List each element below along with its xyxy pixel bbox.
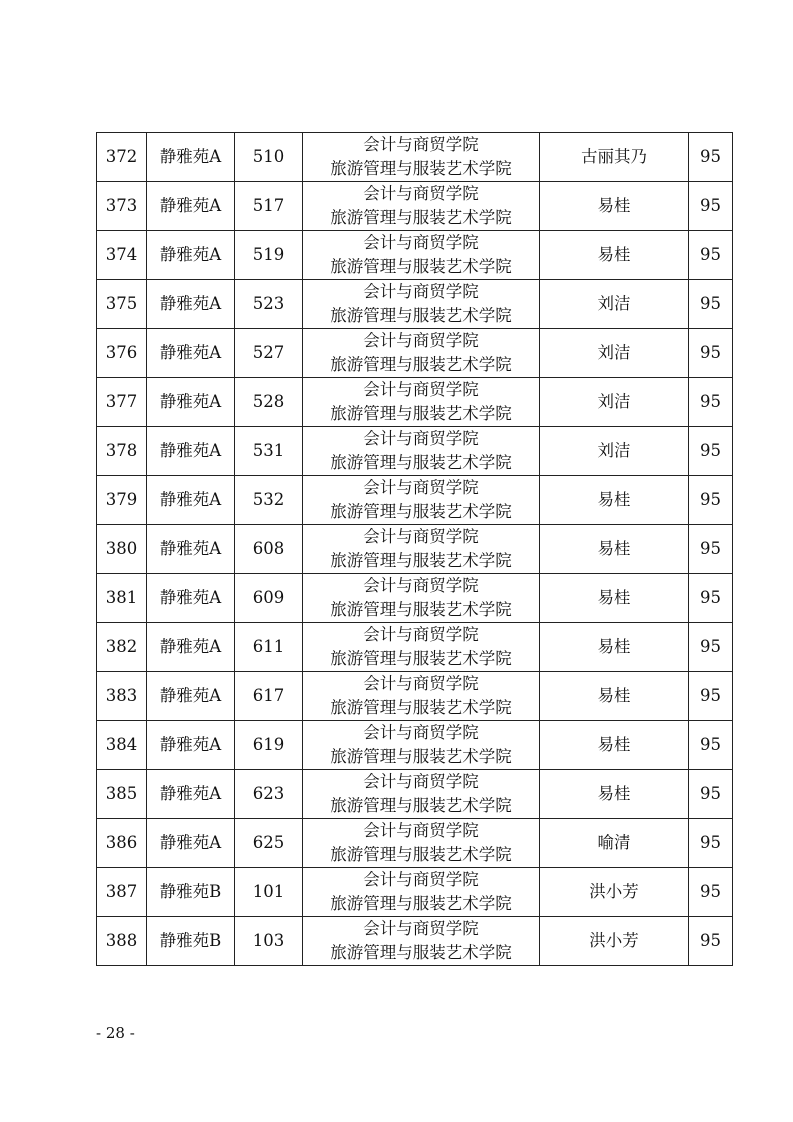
- college-line-2: 旅游管理与服装艺术学院: [330, 698, 512, 717]
- row-number: 385: [97, 770, 147, 819]
- score-value: 95: [689, 378, 733, 427]
- room-number: 517: [235, 182, 303, 231]
- row-number: 383: [97, 672, 147, 721]
- college-cell: [303, 133, 540, 182]
- college-cell: [303, 525, 540, 574]
- college-line-2: 旅游管理与服装艺术学院: [330, 453, 512, 472]
- college-line-2: 旅游管理与服装艺术学院: [330, 747, 512, 766]
- college-line-1: 会计与商贸学院: [363, 233, 479, 252]
- table-row: [97, 378, 733, 427]
- room-number: 528: [235, 378, 303, 427]
- inspector-name: 易桂: [540, 623, 689, 672]
- room-number: 527: [235, 329, 303, 378]
- college-line-2: 旅游管理与服装艺术学院: [330, 257, 512, 276]
- row-number: 372: [97, 133, 147, 182]
- score-value: 95: [689, 329, 733, 378]
- row-number: 386: [97, 819, 147, 868]
- college-line-2: 旅游管理与服装艺术学院: [330, 796, 512, 815]
- college-line-1: 会计与商贸学院: [363, 674, 479, 693]
- building-name: 静雅苑A: [147, 476, 235, 525]
- score-value: 95: [689, 770, 733, 819]
- college-cell: [303, 721, 540, 770]
- building-name: 静雅苑A: [147, 378, 235, 427]
- college-cell: [303, 476, 540, 525]
- building-name: 静雅苑A: [147, 133, 235, 182]
- room-number: 608: [235, 525, 303, 574]
- score-value: 95: [689, 231, 733, 280]
- inspector-name: 易桂: [540, 476, 689, 525]
- building-name: 静雅苑A: [147, 329, 235, 378]
- college-cell: [303, 770, 540, 819]
- building-name: 静雅苑B: [147, 917, 235, 966]
- table-row: [97, 770, 733, 819]
- row-number: 379: [97, 476, 147, 525]
- table-row: [97, 231, 733, 280]
- college-cell: [303, 819, 540, 868]
- college-line-2: 旅游管理与服装艺术学院: [330, 208, 512, 227]
- page-number: - 28 -: [96, 1024, 135, 1042]
- building-name: 静雅苑A: [147, 231, 235, 280]
- score-value: 95: [689, 721, 733, 770]
- room-number: 523: [235, 280, 303, 329]
- college-line-2: 旅游管理与服装艺术学院: [330, 404, 512, 423]
- college-cell: [303, 280, 540, 329]
- college-line-1: 会计与商贸学院: [363, 919, 479, 938]
- college-cell: [303, 672, 540, 721]
- college-line-1: 会计与商贸学院: [363, 821, 479, 840]
- score-value: 95: [689, 623, 733, 672]
- row-number: 375: [97, 280, 147, 329]
- college-line-1: 会计与商贸学院: [363, 135, 479, 154]
- college-line-2: 旅游管理与服装艺术学院: [330, 845, 512, 864]
- college-line-2: 旅游管理与服装艺术学院: [330, 502, 512, 521]
- college-cell: [303, 329, 540, 378]
- row-number: 381: [97, 574, 147, 623]
- room-number: 611: [235, 623, 303, 672]
- inspector-name: 刘洁: [540, 427, 689, 476]
- table-row: [97, 133, 733, 182]
- room-number: 532: [235, 476, 303, 525]
- table-row: [97, 721, 733, 770]
- building-name: 静雅苑A: [147, 672, 235, 721]
- building-name: 静雅苑A: [147, 770, 235, 819]
- room-number: 619: [235, 721, 303, 770]
- college-line-2: 旅游管理与服装艺术学院: [330, 649, 512, 668]
- inspector-name: 易桂: [540, 525, 689, 574]
- inspector-name: 古丽其乃: [540, 133, 689, 182]
- row-number: 378: [97, 427, 147, 476]
- college-line-1: 会计与商贸学院: [363, 527, 479, 546]
- college-cell: [303, 427, 540, 476]
- table-row: [97, 917, 733, 966]
- table-row: [97, 525, 733, 574]
- college-cell: [303, 868, 540, 917]
- table-row: [97, 868, 733, 917]
- table-row: [97, 623, 733, 672]
- room-number: 625: [235, 819, 303, 868]
- room-number: 510: [235, 133, 303, 182]
- inspector-name: 易桂: [540, 231, 689, 280]
- table-row: [97, 329, 733, 378]
- building-name: 静雅苑A: [147, 574, 235, 623]
- college-line-1: 会计与商贸学院: [363, 723, 479, 742]
- room-number: 623: [235, 770, 303, 819]
- row-number: 373: [97, 182, 147, 231]
- college-line-1: 会计与商贸学院: [363, 772, 479, 791]
- table-row: [97, 574, 733, 623]
- college-cell: [303, 623, 540, 672]
- inspector-name: 易桂: [540, 721, 689, 770]
- score-value: 95: [689, 574, 733, 623]
- table-row: [97, 280, 733, 329]
- college-line-1: 会计与商贸学院: [363, 870, 479, 889]
- row-number: 388: [97, 917, 147, 966]
- inspector-name: 刘洁: [540, 280, 689, 329]
- college-line-1: 会计与商贸学院: [363, 380, 479, 399]
- college-cell: [303, 231, 540, 280]
- building-name: 静雅苑A: [147, 623, 235, 672]
- inspector-name: 易桂: [540, 672, 689, 721]
- table-row: [97, 476, 733, 525]
- college-cell: [303, 378, 540, 427]
- building-name: 静雅苑A: [147, 721, 235, 770]
- college-line-2: 旅游管理与服装艺术学院: [330, 894, 512, 913]
- table-row: [97, 819, 733, 868]
- score-value: 95: [689, 427, 733, 476]
- inspector-name: 易桂: [540, 770, 689, 819]
- row-number: 377: [97, 378, 147, 427]
- room-number: 609: [235, 574, 303, 623]
- college-cell: [303, 917, 540, 966]
- college-line-2: 旅游管理与服装艺术学院: [330, 551, 512, 570]
- score-value: 95: [689, 868, 733, 917]
- room-number: 103: [235, 917, 303, 966]
- score-value: 95: [689, 133, 733, 182]
- building-name: 静雅苑A: [147, 427, 235, 476]
- score-value: 95: [689, 476, 733, 525]
- inspector-name: 易桂: [540, 182, 689, 231]
- score-value: 95: [689, 182, 733, 231]
- score-value: 95: [689, 917, 733, 966]
- score-value: 95: [689, 819, 733, 868]
- table-row: [97, 182, 733, 231]
- college-line-1: 会计与商贸学院: [363, 429, 479, 448]
- college-cell: [303, 574, 540, 623]
- college-line-2: 旅游管理与服装艺术学院: [330, 600, 512, 619]
- college-line-2: 旅游管理与服装艺术学院: [330, 159, 512, 178]
- college-line-1: 会计与商贸学院: [363, 625, 479, 644]
- table-row: [97, 427, 733, 476]
- row-number: 384: [97, 721, 147, 770]
- room-number: 519: [235, 231, 303, 280]
- dormitory-score-table: [96, 132, 733, 966]
- table-row: [97, 672, 733, 721]
- room-number: 617: [235, 672, 303, 721]
- college-line-1: 会计与商贸学院: [363, 478, 479, 497]
- room-number: 101: [235, 868, 303, 917]
- row-number: 387: [97, 868, 147, 917]
- room-number: 531: [235, 427, 303, 476]
- college-line-2: 旅游管理与服装艺术学院: [330, 943, 512, 962]
- college-line-1: 会计与商贸学院: [363, 331, 479, 350]
- college-line-1: 会计与商贸学院: [363, 576, 479, 595]
- inspector-name: 刘洁: [540, 329, 689, 378]
- college-line-2: 旅游管理与服装艺术学院: [330, 355, 512, 374]
- score-value: 95: [689, 280, 733, 329]
- building-name: 静雅苑A: [147, 525, 235, 574]
- college-line-1: 会计与商贸学院: [363, 184, 479, 203]
- college-line-1: 会计与商贸学院: [363, 282, 479, 301]
- inspector-name: 洪小芳: [540, 868, 689, 917]
- row-number: 374: [97, 231, 147, 280]
- row-number: 382: [97, 623, 147, 672]
- row-number: 376: [97, 329, 147, 378]
- inspector-name: 喻清: [540, 819, 689, 868]
- inspector-name: 洪小芳: [540, 917, 689, 966]
- row-number: 380: [97, 525, 147, 574]
- score-value: 95: [689, 672, 733, 721]
- building-name: 静雅苑B: [147, 868, 235, 917]
- inspector-name: 易桂: [540, 574, 689, 623]
- building-name: 静雅苑A: [147, 182, 235, 231]
- college-cell: [303, 182, 540, 231]
- building-name: 静雅苑A: [147, 280, 235, 329]
- building-name: 静雅苑A: [147, 819, 235, 868]
- score-value: 95: [689, 525, 733, 574]
- college-line-2: 旅游管理与服装艺术学院: [330, 306, 512, 325]
- inspector-name: 刘洁: [540, 378, 689, 427]
